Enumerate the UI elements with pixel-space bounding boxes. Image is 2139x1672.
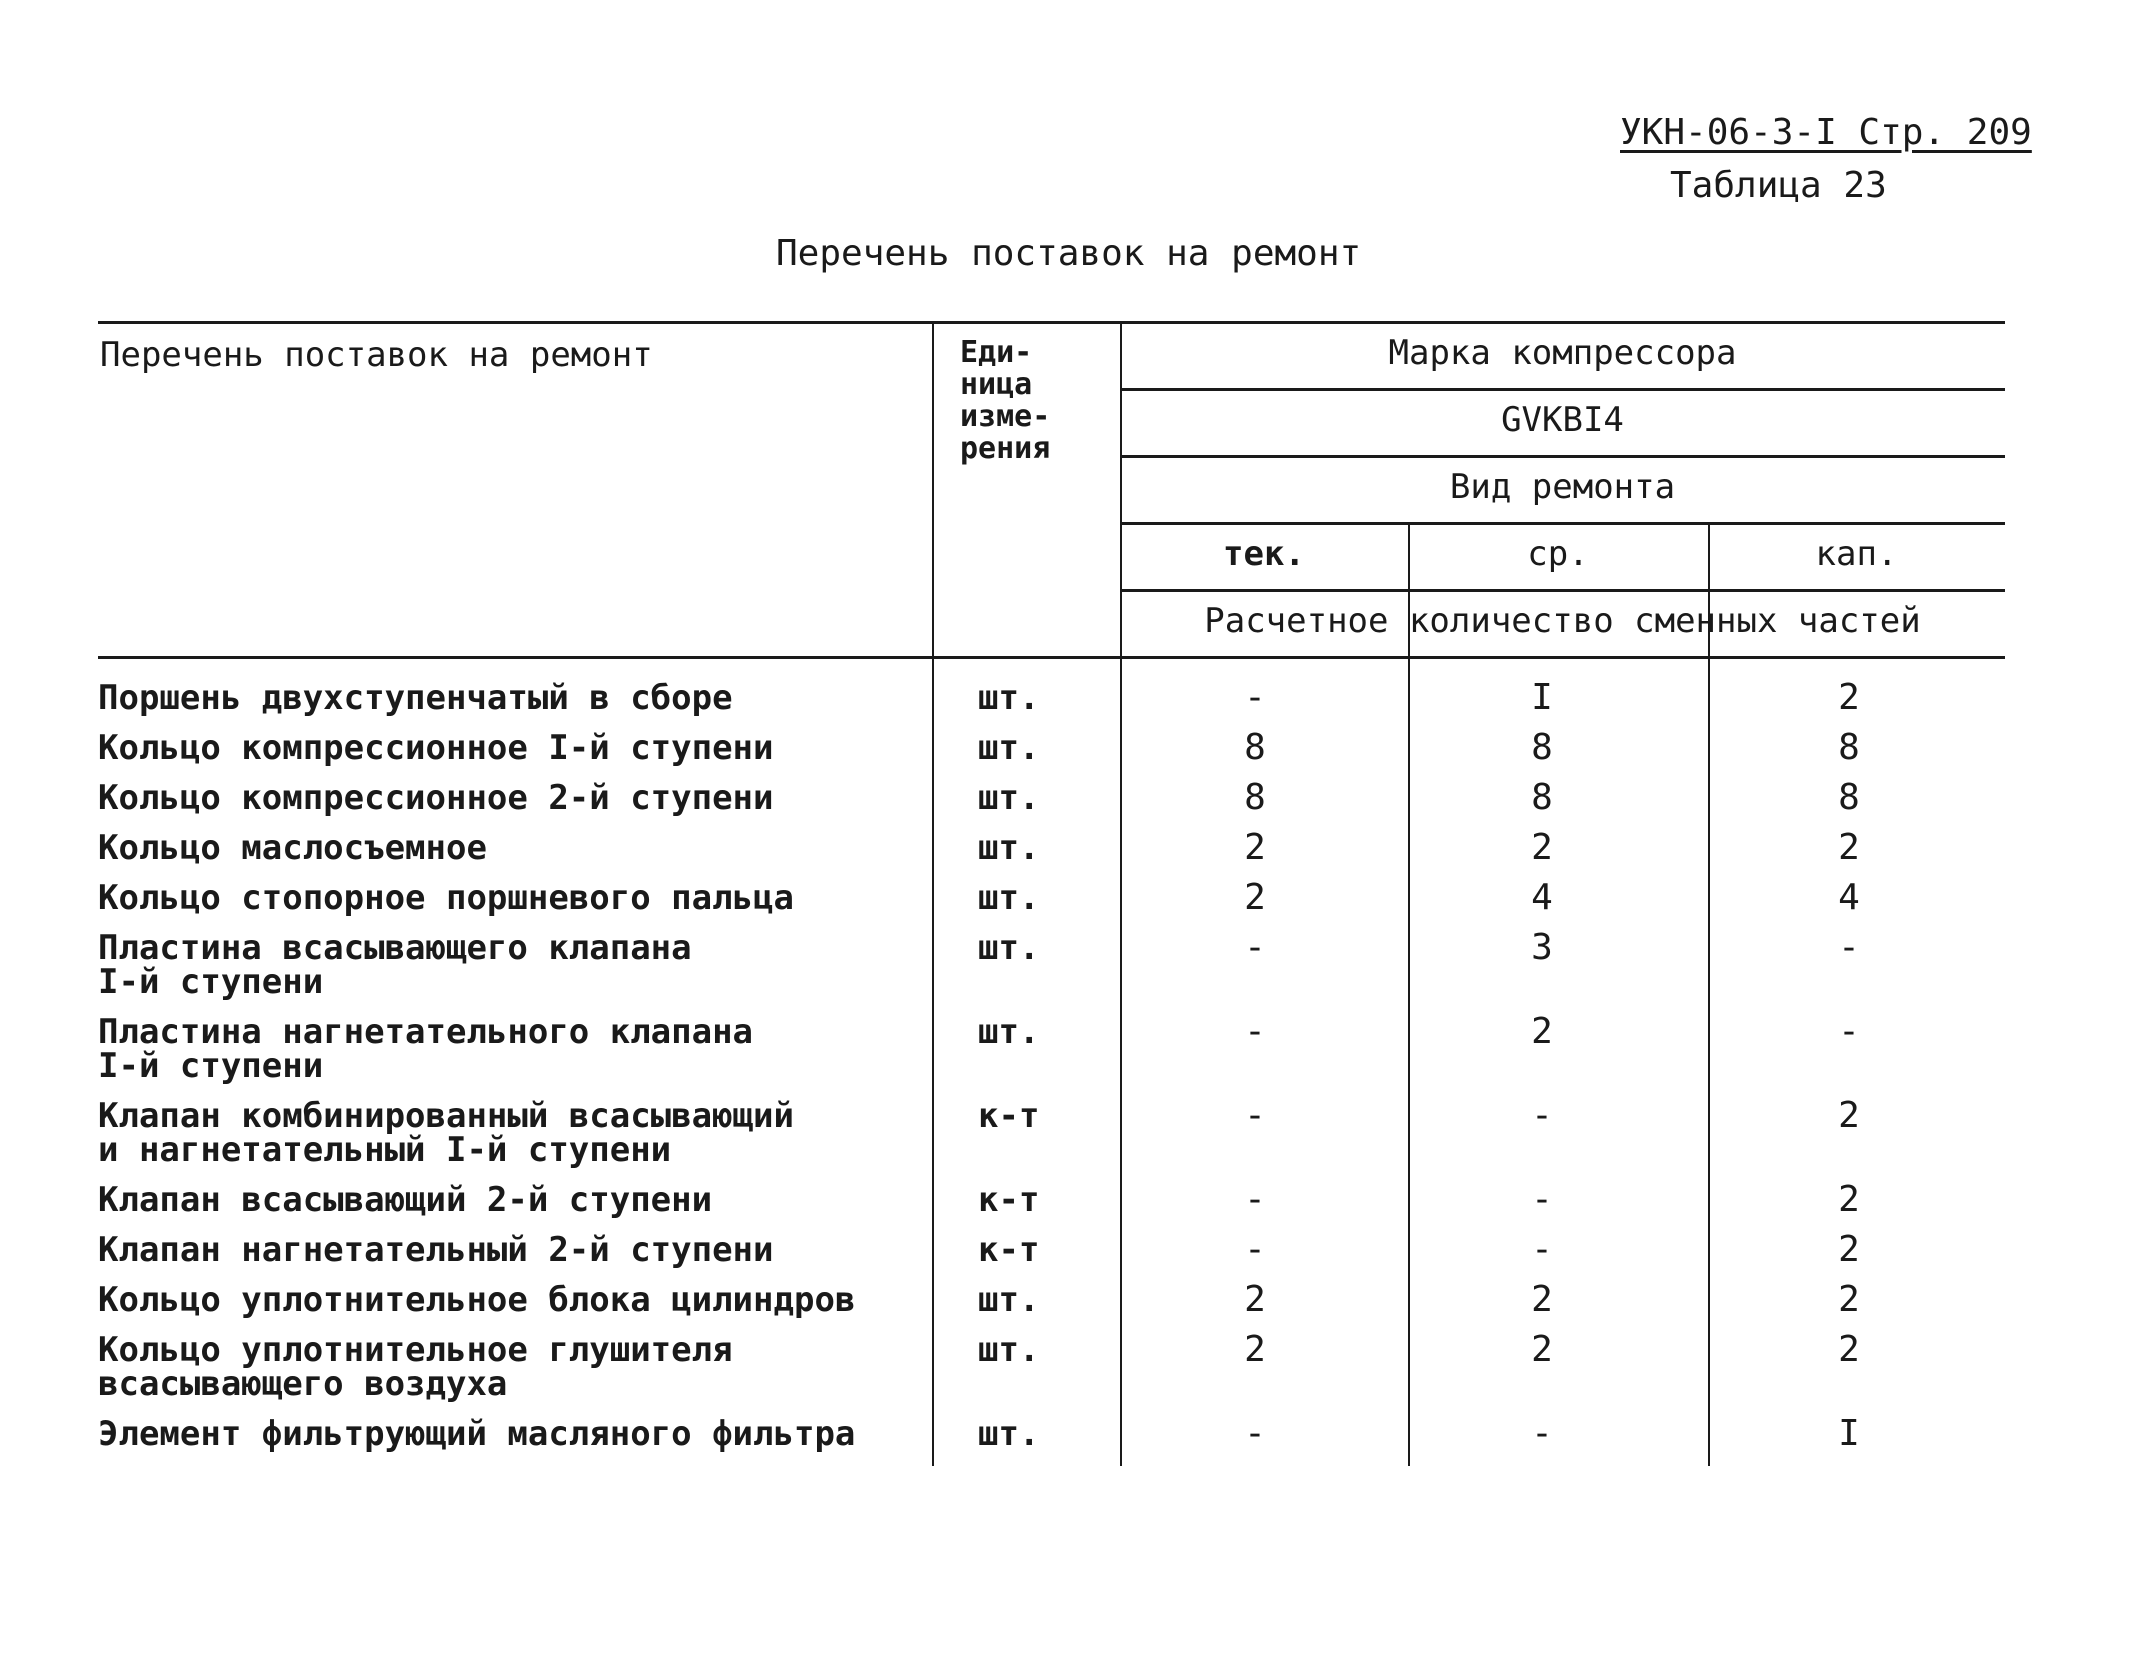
row-value-capital: 2	[1838, 1095, 1860, 1136]
row-unit: шт.	[978, 728, 1040, 768]
row-value-current: 2	[1244, 827, 1266, 868]
row-unit: шт.	[978, 928, 1040, 968]
row-value-medium: 2	[1531, 1279, 1553, 1320]
row-value-capital: 2	[1838, 1329, 1860, 1370]
row-unit: к-т	[978, 1180, 1040, 1220]
row-value-current: 2	[1244, 1279, 1266, 1320]
row-value-capital: 2	[1838, 1279, 1860, 1320]
brand-header: Марка компрессора	[1388, 333, 1737, 373]
repair-type-current: тек.	[1223, 534, 1305, 574]
header-bottom-rule	[98, 656, 2005, 659]
row-value-capital: 2	[1838, 1229, 1860, 1270]
row-value-medium: 8	[1531, 727, 1553, 768]
row-item-name: Клапан всасывающий 2-й ступени	[98, 1180, 713, 1220]
document-code: УКН-06-3-I Стр. 209	[1620, 112, 2032, 153]
row-value-capital: 2	[1838, 1179, 1860, 1220]
row-value-current: -	[1244, 1011, 1266, 1052]
row-value-medium: -	[1531, 1095, 1553, 1136]
row-item-name: Пластина нагнетательного клапана I-й ступени	[98, 1012, 754, 1086]
row-unit: к-т	[978, 1230, 1040, 1270]
row-value-medium: -	[1531, 1179, 1553, 1220]
table-top-rule	[98, 321, 2005, 324]
row-value-capital: 8	[1838, 727, 1860, 768]
row-value-current: -	[1244, 1095, 1266, 1136]
quantity-header: Расчетное количество сменных частей	[1204, 601, 1921, 641]
item-column-header: Перечень поставок на ремонт	[100, 335, 653, 375]
row-item-name: Элемент фильтрующий масляного фильтра	[98, 1414, 856, 1454]
row-value-medium: 2	[1531, 827, 1553, 868]
row-item-name: Клапан комбинированный всасывающий и нагнетательный I-й ступени	[98, 1096, 794, 1170]
row-item-name: Кольцо уплотнительное глушителя всасывающего воздуха	[98, 1330, 733, 1404]
repair-type-capital: кап.	[1815, 534, 1898, 574]
table-number: Таблица 23	[1670, 165, 1887, 206]
row-unit: шт.	[978, 778, 1040, 818]
row-value-medium: -	[1531, 1229, 1553, 1270]
supply-table	[98, 321, 2005, 1471]
repair-subcol-rule	[1120, 589, 2005, 592]
brand-value-rule	[1120, 455, 2005, 458]
repair-type-medium: ср.	[1527, 534, 1589, 574]
row-value-current: -	[1244, 1413, 1266, 1454]
row-unit: к-т	[978, 1096, 1040, 1136]
unit-column-header: Еди- ница изме- рения	[960, 335, 1051, 466]
row-value-capital: -	[1838, 1011, 1860, 1052]
document-title: Перечень поставок на ремонт	[776, 233, 1362, 274]
repair-type-rule	[1120, 522, 2005, 525]
row-value-current: 2	[1244, 877, 1266, 918]
row-unit: шт.	[978, 1414, 1040, 1454]
row-value-current: 2	[1244, 1329, 1266, 1370]
row-item-name: Кольцо уплотнительное блока цилиндров	[98, 1280, 856, 1320]
row-item-name: Клапан нагнетательный 2-й ступени	[98, 1230, 774, 1270]
row-value-current: 8	[1244, 727, 1266, 768]
row-value-medium: 8	[1531, 777, 1553, 818]
subcol-divider-2	[1708, 522, 1710, 1466]
row-value-medium: 4	[1531, 877, 1553, 918]
brand-rule	[1120, 388, 2005, 391]
row-value-medium: -	[1531, 1413, 1553, 1454]
row-item-name: Пластина всасывающего клапана I-й ступени	[98, 928, 692, 1002]
unit-col-divider	[932, 321, 934, 1466]
row-value-capital: 4	[1838, 877, 1860, 918]
subcol-divider-1	[1408, 522, 1410, 1466]
row-value-current: -	[1244, 927, 1266, 968]
row-item-name: Поршень двухступенчатый в сборе	[98, 678, 733, 718]
row-unit: шт.	[978, 1330, 1040, 1370]
row-value-capital: 8	[1838, 777, 1860, 818]
row-item-name: Кольцо маслосъемное	[98, 828, 487, 868]
row-value-current: -	[1244, 1179, 1266, 1220]
row-item-name: Кольцо стопорное поршневого пальца	[98, 878, 794, 918]
row-value-current: -	[1244, 1229, 1266, 1270]
row-value-medium: 3	[1531, 927, 1553, 968]
row-value-capital: 2	[1838, 827, 1860, 868]
row-item-name: Кольцо компрессионное I-й ступени	[98, 728, 774, 768]
row-value-capital: 2	[1838, 677, 1860, 718]
row-value-capital: I	[1838, 1413, 1860, 1454]
row-unit: шт.	[978, 1012, 1040, 1052]
brand-value: GVKBI4	[1501, 400, 1624, 440]
row-value-medium: I	[1531, 677, 1553, 718]
row-value-current: 8	[1244, 777, 1266, 818]
row-value-medium: 2	[1531, 1329, 1553, 1370]
row-unit: шт.	[978, 678, 1040, 718]
row-value-capital: -	[1838, 927, 1860, 968]
row-value-medium: 2	[1531, 1011, 1553, 1052]
row-unit: шт.	[978, 1280, 1040, 1320]
row-unit: шт.	[978, 878, 1040, 918]
repair-type-header: Вид ремонта	[1449, 467, 1676, 507]
row-unit: шт.	[978, 828, 1040, 868]
row-value-current: -	[1244, 677, 1266, 718]
row-item-name: Кольцо компрессионное 2-й ступени	[98, 778, 774, 818]
